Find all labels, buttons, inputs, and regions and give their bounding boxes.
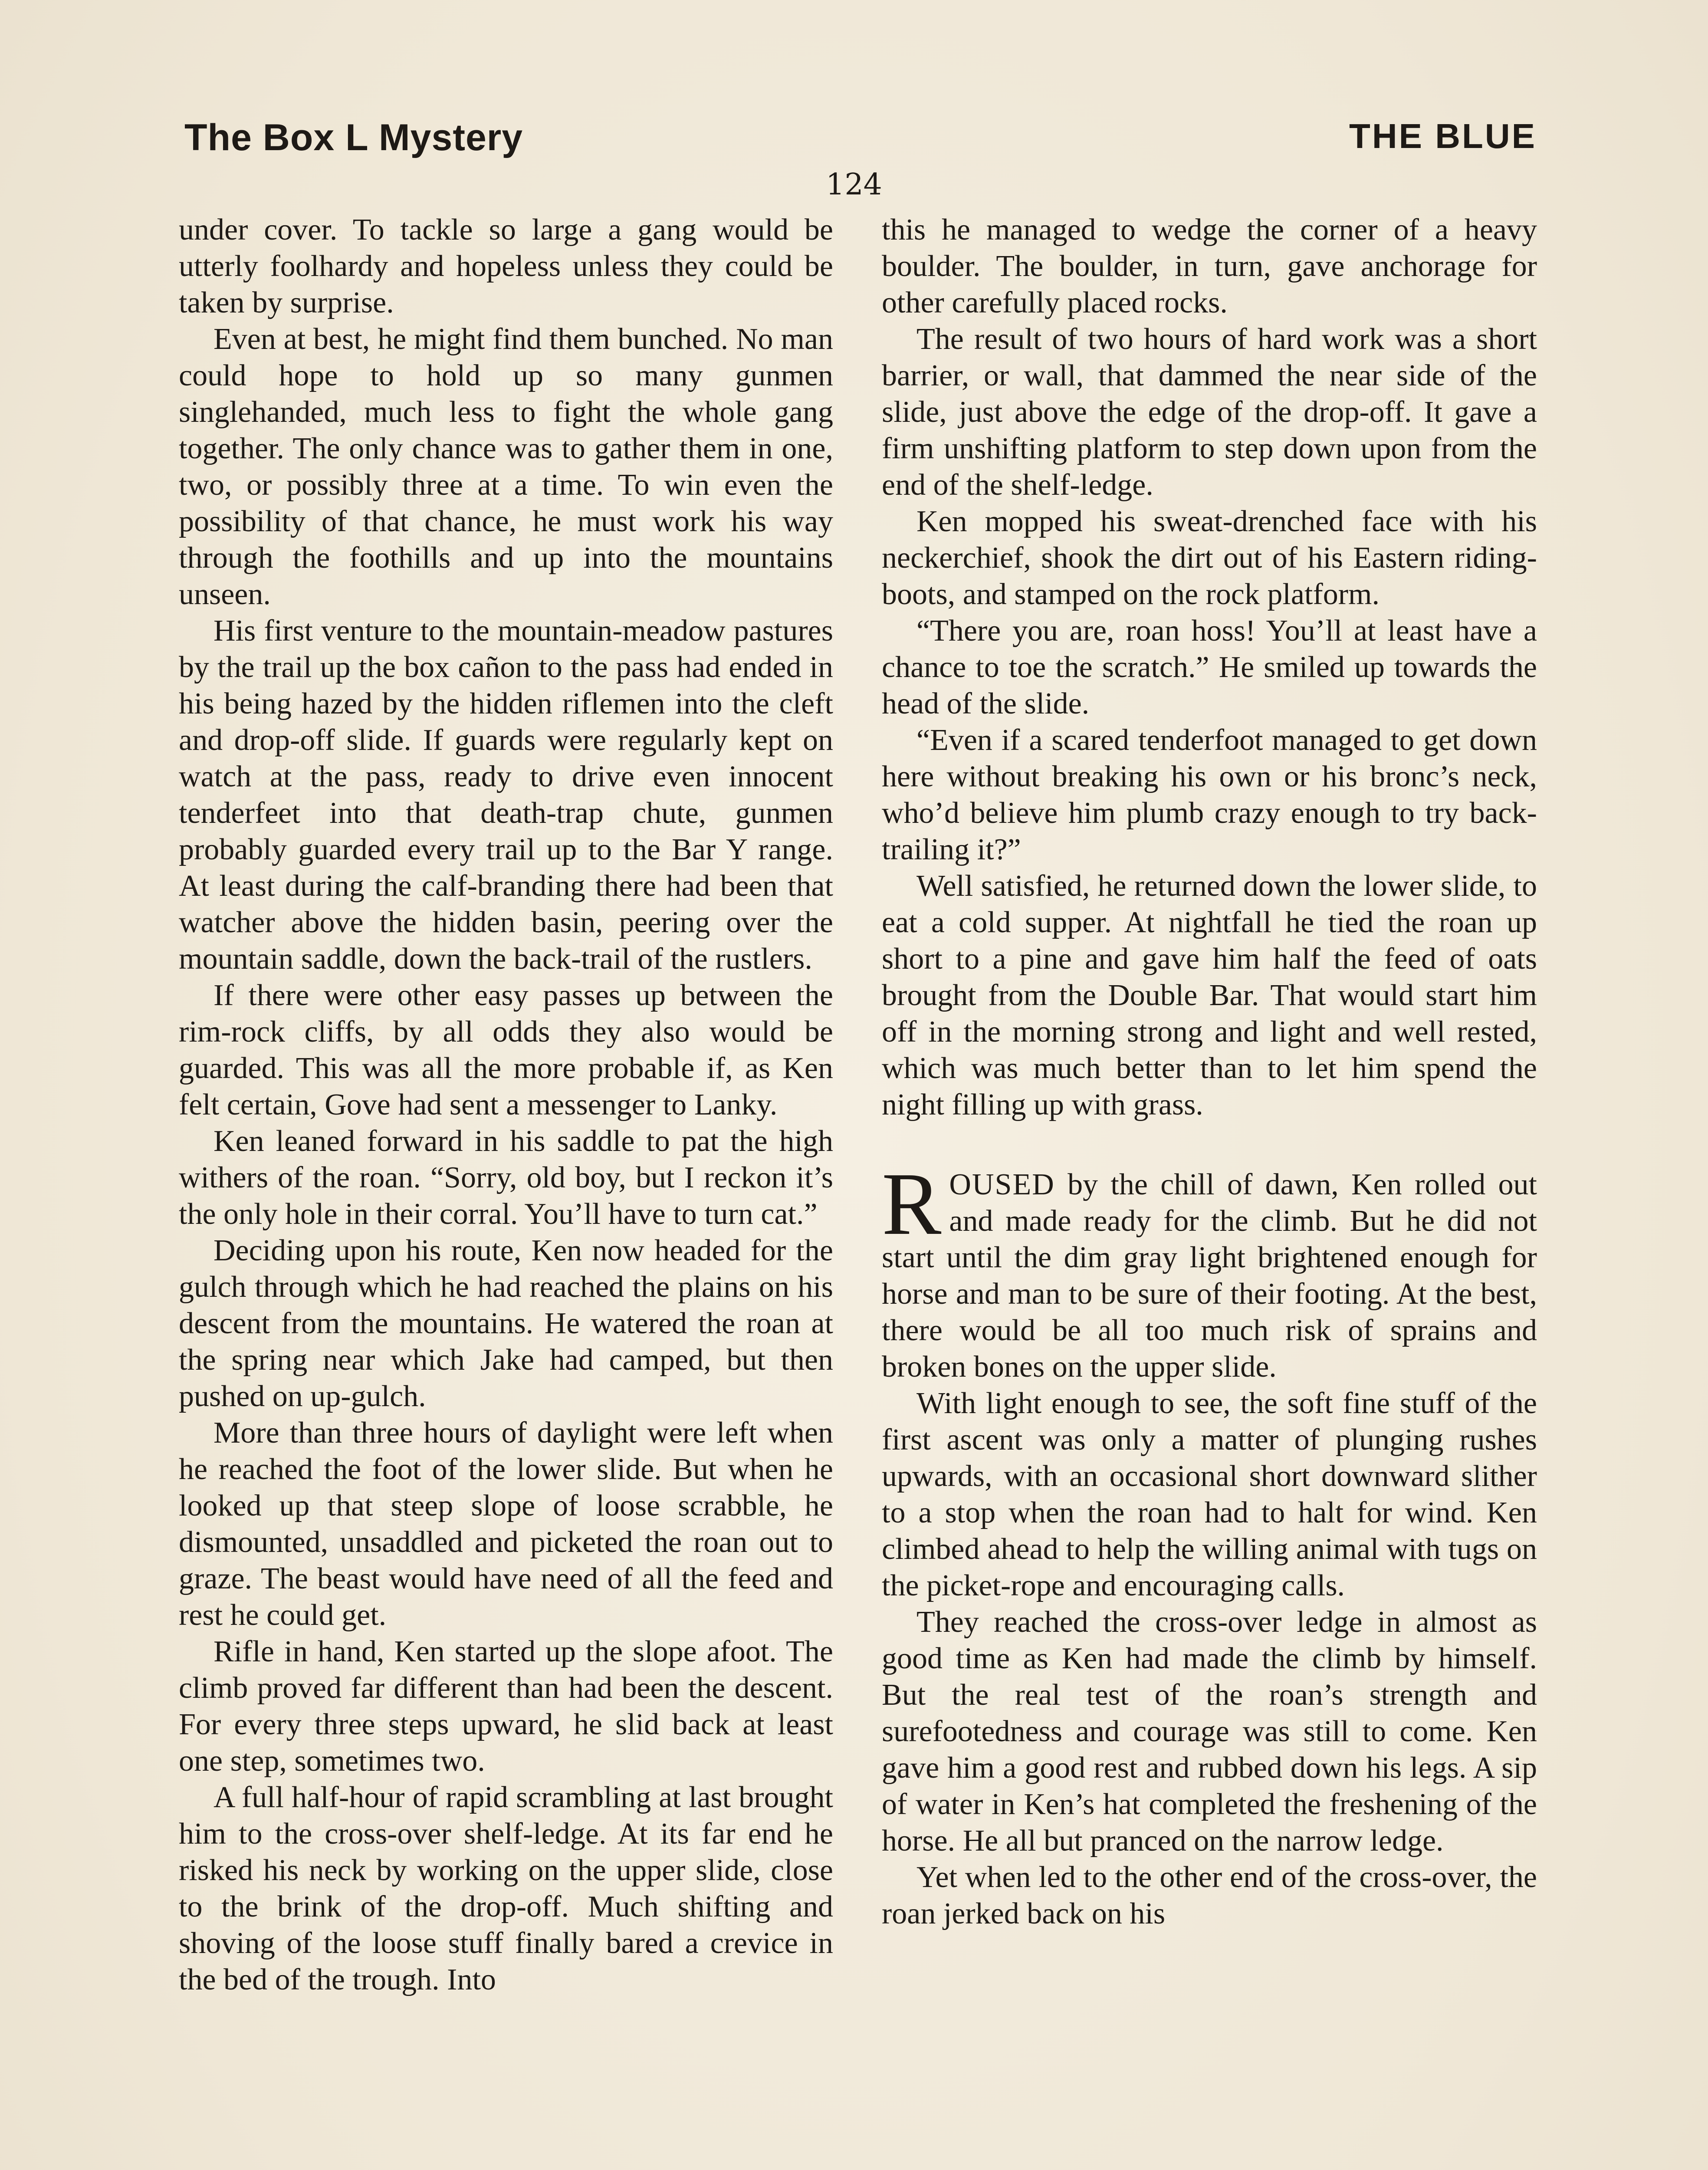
paragraph: Ken leaned forward in his saddle to pat the high withers of the roan. “Sorry, old boy, but I reckon it’s the only hole in their corral. You’ll have to turn cat.” [179, 1124, 833, 1231]
page-number: 124 [826, 168, 882, 202]
left-column [179, 212, 833, 1998]
paragraph: Ken mopped his sweat-drenched face with his neckerchief, shook the dirt out of his Eastern riding-boots, and stamped on the rock platform. [882, 505, 1537, 611]
section-opening-text: by the chill of dawn, Ken rolled out and made ready for the climb. But he did not start until the dim gray light brightened enough for horse and man to be sure of their footing. At the best, there would be all too much risk of sprains and broken bones on the upper slide. [882, 1168, 1537, 1384]
paragraph: this he managed to wedge the corner of a heavy boulder. The boulder, in turn, gave anchorage for other carefully placed rocks. [882, 213, 1537, 319]
paragraph: “Even if a scared tenderfoot managed to get down here without breaking his own or his bronc’s neck, who’d believe him plumb crazy enough to try back-trailing it?” [882, 723, 1537, 866]
story-title: The Box L Mystery [184, 117, 523, 158]
paragraph: If there were other easy passes up between the rim-rock cliffs, by all odds they also would be guarded. This was all the more probable if, as Ken felt certain, Gove had sent a messenger to Lanky. [179, 979, 833, 1121]
drop-cap: R [882, 1154, 942, 1253]
magazine-title: THE BLUE [1349, 117, 1537, 155]
section-opening-paragraph [882, 1154, 1537, 1385]
paragraph: With light enough to see, the soft fine stuff of the first ascent was only a matter of plunging rushes upwards, with an occasional short downward slither to a stop when the roan had to halt for wind. Ken climbed ahead to help the willing animal with tugs on the picket-rope and encouraging calls. [882, 1387, 1537, 1602]
section-break [882, 1123, 1537, 1167]
paragraph: Deciding upon his route, Ken now headed for the gulch through which he had reached the plains on his descent from the mountains. He watered the roan at the spring near which Jake had camped, but then pushed on up-gulch. [179, 1234, 833, 1413]
paragraph: The result of two hours of hard work was a short barrier, or wall, that dammed the near side of the slide, just above the edge of the drop-off. It gave a firm unshifting platform to step down upon from the end of the shelf-ledge. [882, 322, 1537, 502]
paragraph: His first venture to the mountain-meadow pastures by the trail up the box cañon to the pass had ended in his being hazed by the hidden riflemen into the cleft and drop-off slide. If guards were regularly kept on watch at the pass, ready to drive even innocent tenderfeet into that death-trap chute, gunmen probably guarded every trail up to the Bar Y range. At least during the calf-branding there had been that watcher above the hidden basin, peering over the mountain saddle, down the back-trail of the rustlers. [179, 614, 833, 976]
lead-caps: OUSED [949, 1168, 1055, 1201]
paragraph: Well satisfied, he returned down the lower slide, to eat a cold supper. At nightfall he tied the roan up short to a pine and gave him half the feed of oats brought from the Double Bar. That would start him off in the morning strong and light and well rested, which was much better than to let him spend the night filling up with grass. [882, 869, 1537, 1121]
paragraph: Yet when led to the other end of the cross-over, the roan jerked back on his [882, 1861, 1537, 1930]
paragraph: They reached the cross-over ledge in almost as good time as Ken had made the climb by himself. But the real test of the roan’s strength and surefootedness and courage was still to come. Ken gave him a good rest and rubbed down his legs. A sip of water in Ken’s hat completed the freshening of the horse. He all but pranced on the narrow ledge. [882, 1605, 1537, 1858]
paragraph: under cover. To tackle so large a gang would be utterly foolhardy and hopeless unless they could be taken by surprise. [179, 213, 833, 319]
paragraph: A full half-hour of rapid scrambling at last brought him to the cross-over shelf-ledge. At its far end he risked his neck by working on the upper slide, close to the brink of the drop-off. Much shifting and shoving of the loose stuff finally bared a crevice in the bed of the trough. Into [179, 1781, 833, 1996]
paragraph: Even at best, he might find them bunched. No man could hope to hold up so many gunmen singlehanded, much less to fight the whole gang together. The only chance was to gather them in one, two, or possibly three at a time. To win even the possibility of that chance, he must work his way through the foothills and up into the mountains unseen. [179, 322, 833, 611]
right-column [882, 212, 1537, 1932]
paragraph: Rifle in hand, Ken started up the slope afoot. The climb proved far different than had been the descent. For every three steps upward, he slid back at least one step, sometimes two. [179, 1635, 833, 1778]
paragraph: “There you are, roan hoss! You’ll at least have a chance to toe the scratch.” He smiled up towards the head of the slide. [882, 614, 1537, 720]
paragraph: More than three hours of daylight were left when he reached the foot of the lower slide. But when he looked up that steep slope of loose scrabble, he dismounted, unsaddled and picketed the roan out to graze. The beast would have need of all the feed and rest he could get. [179, 1416, 833, 1632]
